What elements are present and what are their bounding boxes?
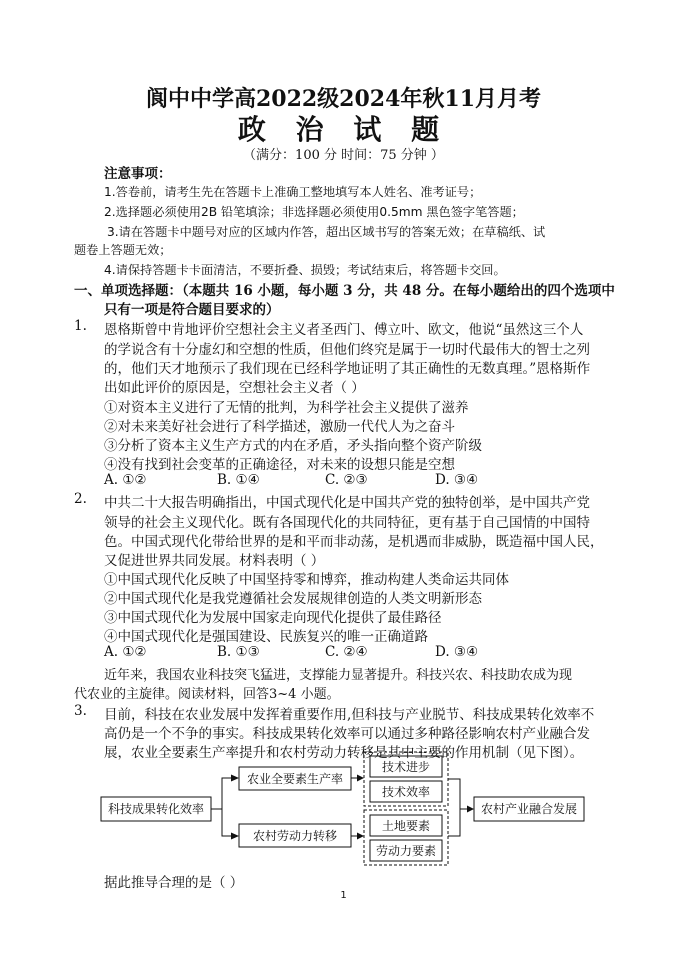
diagram-lower-label: 农村劳动力转移 [252, 829, 338, 843]
choice-c: C. ②④ [325, 644, 368, 660]
arrowhead [231, 775, 239, 782]
arrowhead [231, 833, 239, 840]
statement-option: ③分析了资本主义生产方式的内在矛盾，矛头指向整个资产阶级 [104, 438, 482, 454]
question-text: 又促进世界共同发展。材料表明（ ） [104, 553, 325, 569]
choice-c: C. ②③ [325, 472, 368, 488]
material-intro: 代农业的主旋律。阅读材料，回答3~4 小题。 [74, 687, 340, 702]
section-heading-cont: 只有一项是符合题目要求的） [104, 302, 280, 318]
statement-option: ①对资本主义进行了无情的批判，为科学社会主义提供了滋养 [104, 400, 469, 416]
diagram-arrow [448, 779, 460, 836]
question-number: 3. [74, 703, 87, 719]
question-text: 色。中国式现代化带给世界的是和平而非动荡，是机遇而非威胁，既造福中国人民， [104, 534, 604, 550]
choice-a: A. ①② [104, 644, 147, 660]
question-number: 1. [74, 318, 87, 334]
arrowhead [357, 833, 364, 840]
diagram-group-item: 劳动力要素 [375, 844, 437, 858]
note-item: 2.选择题必须使用2B 铅笔填涂；非选择题必须使用0.5mm 黑色签字笔答题； [104, 205, 524, 219]
page-number: 1 [340, 890, 347, 901]
choice-b: B. ①③ [217, 644, 260, 660]
diagram-source-label: 科技成果转化效率 [107, 802, 205, 816]
arrowhead [467, 806, 474, 813]
statement-option: ②中国式现代化是我党遵循社会发展规律创造的人类文明新形态 [104, 591, 482, 607]
diagram-upper-label: 农业全要素生产率 [246, 772, 344, 786]
diagram-arrow [211, 778, 232, 809]
note-item: 1.答卷前，请考生先在答题卡上准确工整地填写本人姓名、准考证号； [104, 185, 482, 199]
note-item: 题卷上答题无效； [74, 243, 172, 257]
note-item: 3.请在答题卡中题号对应的区域内作答，超出区域书写的答案无效；在草稿纸、试 [107, 225, 546, 239]
diagram-group-item: 技术效率 [381, 785, 431, 799]
question-prompt: 据此推导合理的是（ ） [104, 875, 244, 891]
question-text: 恩格斯曾中肯地评价空想社会主义者圣西门、傅立叶、欧文，他说“虽然这三个人 [104, 322, 584, 338]
statement-option: ①中国式现代化反映了中国坚持零和博弈，推动构建人类命运共同体 [104, 572, 509, 588]
question-text: 的，他们天才地预示了我们现在已经科学地证明了其正确性的无数真理。”恩格斯作 [104, 361, 591, 377]
question-text: 高仍是一个不争的事实。科技成果转化效率可以通过多种路径影响农村产业融合发 [104, 726, 590, 742]
diagram-arrow [222, 809, 232, 836]
diagram-target-label: 农村产业融合发展 [480, 802, 578, 816]
material-intro: 近年来，我国农业科技突飞猛进，支撑能力显著提升。科技兴农、科技助农成为现 [104, 668, 573, 683]
diagram-group-item: 技术进步 [381, 760, 431, 774]
question-text: 展，农业全要素生产率提升和农村劳动力转移是其中主要的作用机制（见下图）。 [104, 745, 584, 761]
note-item: 4.请保持答题卡卡面清洁，不要折叠、损毁；考试结束后，将答题卡交回。 [104, 263, 506, 277]
question-text: 的学说含有十分虚幻和空想的性质，但他们终究是属于一切时代最伟大的智士之列 [104, 342, 590, 358]
question-text: 目前，科技在农业发展中发挥着重要作用,但科技与产业脱节、科技成果转化效率不 [104, 707, 595, 723]
question-text: 中共二十大报告明确指出，中国式现代化是中国共产党的独特创举，是中国共产党 [104, 495, 590, 511]
section-heading: 一、单项选择题：（本题共 16 小题，每小题 3 分，共 48 分。在每小题给出的四个选项中 [74, 283, 615, 299]
question-number: 2. [74, 491, 87, 507]
exam-title: 阆中中学高2022级2024年秋11月月考 [145, 86, 542, 112]
question-text: 出如此评价的原因是，空想社会主义者（ ） [104, 380, 365, 396]
notes-heading: 注意事项： [104, 166, 172, 182]
choice-a: A. ①② [104, 472, 147, 488]
choice-d: D. ③④ [435, 644, 479, 660]
diagram-group-item: 土地要素 [381, 819, 431, 833]
statement-option: ④没有找到社会变革的正确途径，对未来的设想只能是空想 [104, 457, 455, 473]
arrowhead [357, 775, 364, 782]
score-time-line: （满分：100 分 时间：75 分钟 ） [243, 148, 444, 163]
subject-title: 政 治 试 题 [237, 113, 450, 146]
statement-option: ④中国式现代化是强国建设、民族复兴的唯一正确道路 [104, 629, 428, 645]
statement-option: ②对未来美好社会进行了科学描述，激励一代代人为之奋斗 [104, 419, 455, 435]
choice-d: D. ③④ [435, 472, 479, 488]
question-text: 领导的社会主义现代化。既有各国现代化的共同特征，更有基于自己国情的中国特 [104, 515, 590, 531]
choice-b: B. ①④ [217, 472, 260, 488]
statement-option: ③中国式现代化为发展中国家走向现代化提供了最佳路径 [104, 610, 442, 626]
